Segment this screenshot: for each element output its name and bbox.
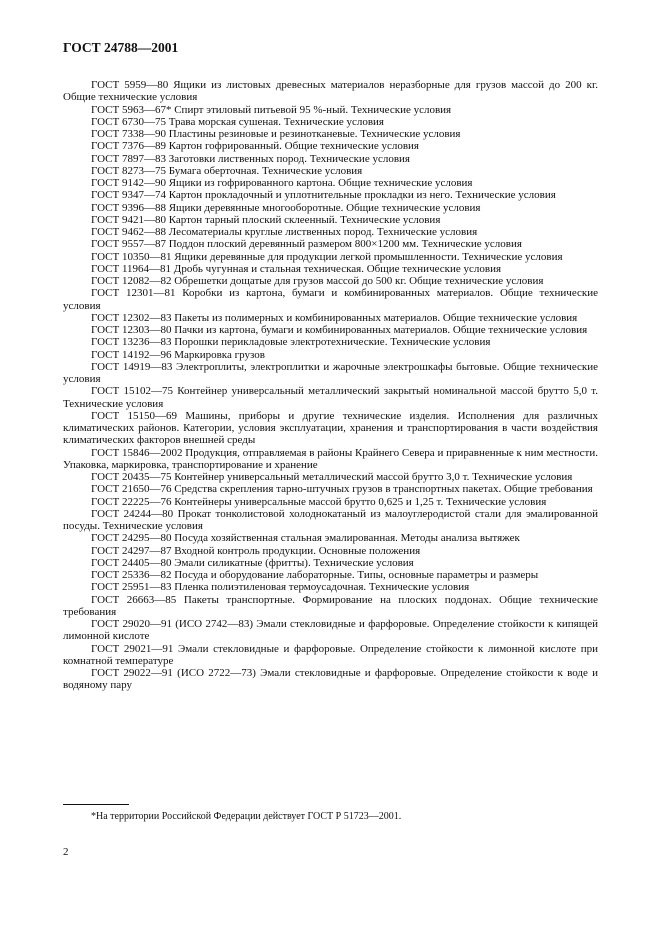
reference-item: ГОСТ 25951—83 Пленка полиэтиленовая термоусадочная. Технические условия <box>91 581 470 594</box>
page-number: 2 <box>63 846 69 858</box>
reference-item: ГОСТ 21650—76 Средства скрепления тарно-штучных грузов в транспортных пакетах. Общие требования <box>91 483 593 496</box>
reference-item: ГОСТ 9142—90 Ящики из гофрированного картона. Общие технические условия <box>91 177 473 189</box>
reference-item: ГОСТ 9396—88 Ящики деревянные многооборотные. Общие технические условия <box>91 201 481 214</box>
reference-item: ГОСТ 24295—80 Посуда хозяйственная стальная эмалированная. Методы анализа вытяжек <box>91 532 520 545</box>
reference-item: ГОСТ 20435—75 Контейнер универсальный металлический массой брутто 3,0 т. Технические условия <box>91 471 573 483</box>
reference-item: ГОСТ 15102—75 Контейнер универсальный металлический закрытый номинальной массой брутто 5,0 т. Технические условия <box>63 385 598 410</box>
page-header: ГОСТ 24788—2001 <box>63 40 179 55</box>
reference-item: ГОСТ 25336—82 Посуда и оборудование лабораторные. Типы, основные параметры и размеры <box>91 569 539 581</box>
reference-item: ГОСТ 29021—91 Эмали стекловидные и фарфоровые. Определение стойкости к лимонной кислоте при комнатной температуре <box>63 642 598 667</box>
reference-item: ГОСТ 14919—83 Электроплиты, электроплитки и жарочные электрошкафы бытовые. Общие технические условия <box>63 360 598 385</box>
reference-item: ГОСТ 12082—82 Обрешетки дощатые для грузов массой до 500 кг. Общие технические условия <box>91 275 544 287</box>
reference-item: ГОСТ 11964—81 Дробь чугунная и стальная техническая. Общие технические условия <box>91 262 502 275</box>
footnote-divider <box>63 804 129 805</box>
reference-item: ГОСТ 29020—91 (ИСО 2742—83) Эмали стекловидные и фарфоровые. Определение стойкости к кипящей лимонной кислоте <box>63 618 598 643</box>
reference-item: ГОСТ 12301—81 Коробки из картона, бумаги и комбинированных материалов. Общие технические условия <box>63 287 598 312</box>
reference-item: ГОСТ 9557—87 Поддон плоский деревянный размером 800×1200 мм. Технические условия <box>91 238 522 251</box>
reference-item: ГОСТ 5959—80 Ящики из листовых древесных материалов неразборные для грузов массой до 200 кг. Общие технические условия <box>63 79 598 104</box>
reference-item: ГОСТ 15846—2002 Продукция, отправляемая в районы Крайнего Севера и приравненные к ним местности. Упаковка, маркировка, транспортирование и хранение <box>63 446 598 471</box>
reference-item: ГОСТ 22225—76 Контейнеры универсальные массой брутто 0,625 и 1,25 т. Технические условия <box>91 495 547 508</box>
reference-item: ГОСТ 9421—80 Картон тарный плоский склеенный. Технические условия <box>91 213 441 226</box>
reference-item: ГОСТ 10350—81 Ящики деревянные для продукции легкой промышленности. Технические условия <box>91 250 563 263</box>
reference-item: ГОСТ 9462—88 Лесоматериалы круглые лиственных пород. Технические условия <box>91 226 478 238</box>
reference-item: ГОСТ 9347—74 Картон прокладочный и уплотнительные прокладки из него. Технические условия <box>91 189 556 202</box>
footnote: *На территории Российской Федерации действует ГОСТ Р 51723—2001. <box>91 811 402 822</box>
reference-item: ГОСТ 13236—83 Порошки перикладовые электротехнические. Технические условия <box>91 336 491 349</box>
reference-item: ГОСТ 26663—85 Пакеты транспортные. Формирование на плоских поддонах. Общие технические требования <box>63 593 598 618</box>
reference-item: ГОСТ 24405—80 Эмали силикатные (фритты). Технические условия <box>91 556 414 569</box>
normative-references-list <box>63 79 598 692</box>
reference-item: ГОСТ 12302—83 Пакеты из полимерных и комбинированных материалов. Общие технические условия <box>91 311 578 324</box>
reference-item: ГОСТ 24244—80 Прокат тонколистовой холоднокатаный из малоуглеродистой стали для эмалированной посуды. Технические условия <box>63 507 598 532</box>
reference-item: ГОСТ 29022—91 (ИСО 2722—73) Эмали стекловидные и фарфоровые. Определение стойкости к воде и водяному пару <box>63 667 598 692</box>
reference-item: ГОСТ 5963—67* Спирт этиловый питьевой 95 %-ный. Технические условия <box>91 103 452 116</box>
reference-item: ГОСТ 14192—96 Маркировка грузов <box>91 348 265 361</box>
reference-item: ГОСТ 24297—87 Входной контроль продукции. Основные положения <box>91 544 421 557</box>
reference-item: ГОСТ 7338—90 Пластины резиновые и резинотканевые. Технические условия <box>91 128 461 140</box>
reference-item: ГОСТ 7376—89 Картон гофрированный. Общие технические условия <box>91 140 419 153</box>
reference-item: ГОСТ 12303—80 Пачки из картона, бумаги и комбинированных материалов. Общие технические условия <box>91 324 588 336</box>
reference-item: ГОСТ 7897—83 Заготовки лиственных пород. Технические условия <box>91 152 410 165</box>
reference-item: ГОСТ 6730—75 Трава морская сушеная. Технические условия <box>91 115 384 128</box>
reference-item: ГОСТ 8273—75 Бумага оберточная. Технические условия <box>91 164 363 177</box>
reference-item: ГОСТ 15150—69 Машины, приборы и другие технические изделия. Исполнения для различных климатических районов. Категории, условия эксплуатации, хранения и транспортирования в части воздействия климатических факторов внешней среды <box>63 409 598 447</box>
